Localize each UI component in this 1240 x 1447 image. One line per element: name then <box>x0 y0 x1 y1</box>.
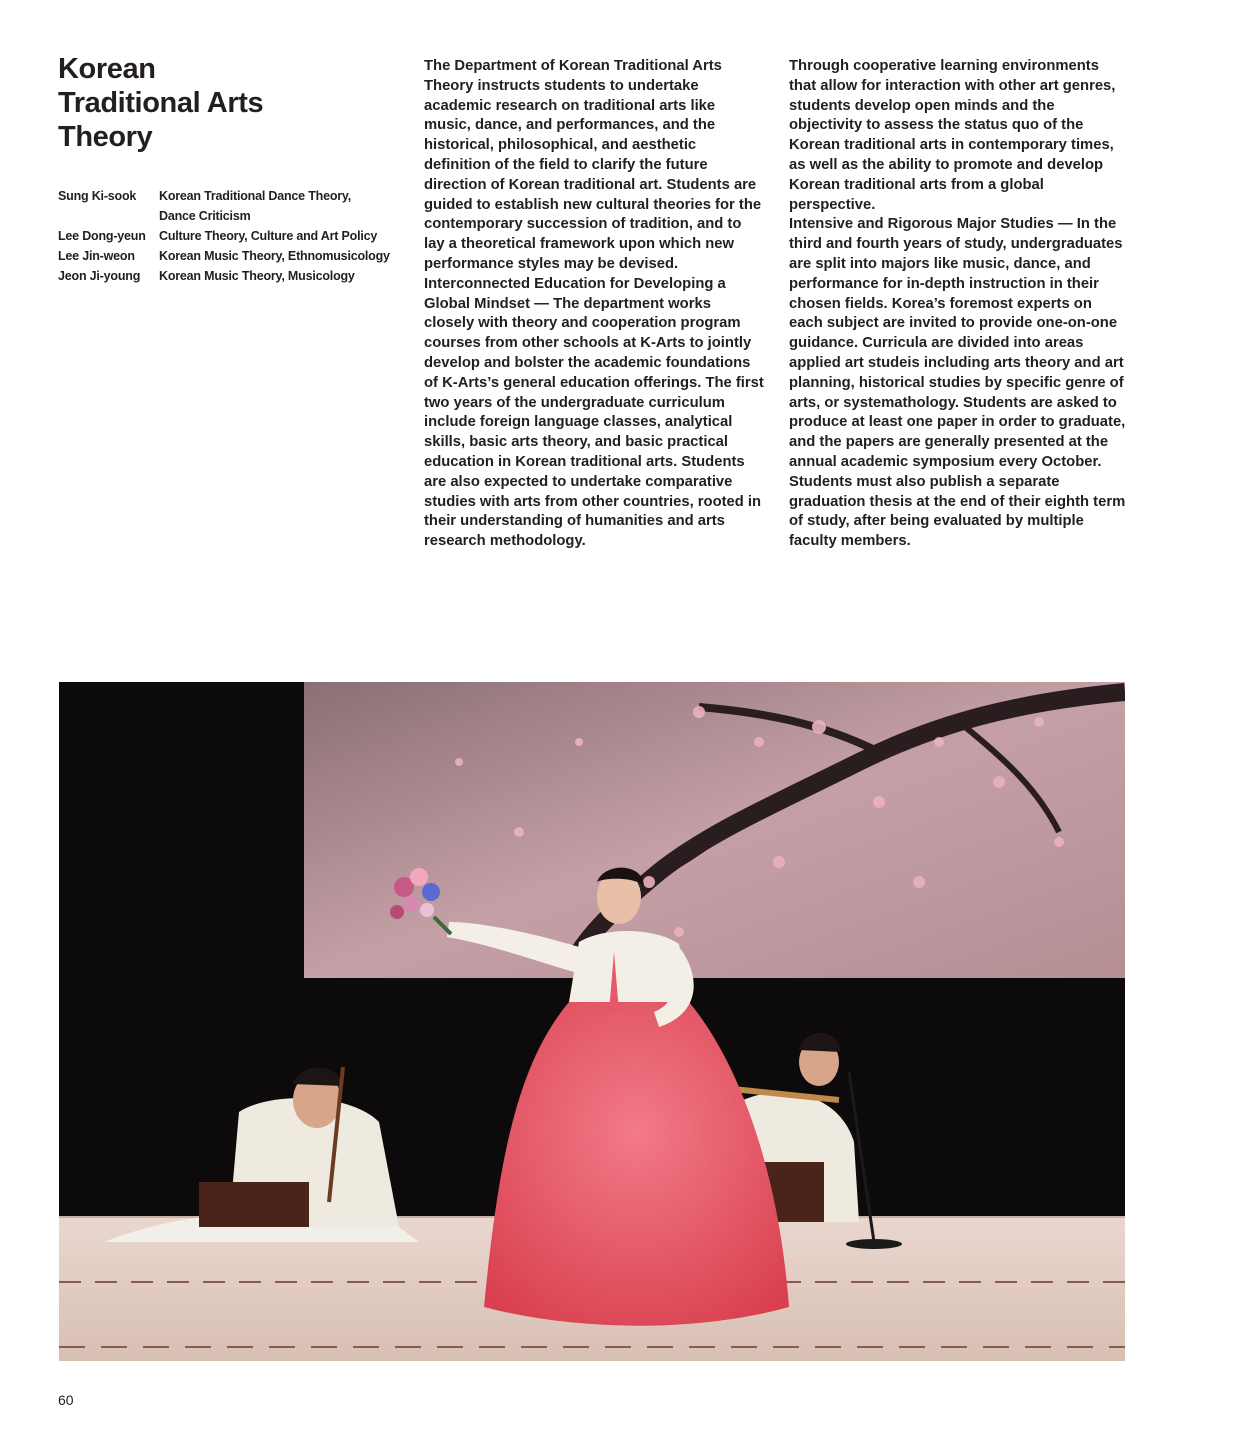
faculty-field <box>159 186 398 226</box>
faculty-field-line: Culture Theory, Culture and Art Policy <box>159 229 378 243</box>
page-number: 60 <box>58 1392 74 1408</box>
performance-illustration <box>59 682 1125 1361</box>
faculty-name: Lee Jin-weon <box>58 249 135 263</box>
performance-photo <box>59 682 1125 1361</box>
faculty-list <box>58 186 398 286</box>
faculty-name: Sung Ki-sook <box>58 189 137 203</box>
faculty-field-line: Korean Music Theory, Ethnomusicology <box>159 249 390 263</box>
faculty-field-line: Dance Criticism <box>159 209 251 223</box>
body-paragraph: Through cooperative learning environments that allow for interaction with other art genres, students develop open minds and the objectivity to assess the status quo of the Korean traditional arts in contemporary times, as well as the ability to promote and develop Korean traditional arts from a global perspective. <box>789 58 1116 213</box>
faculty-field <box>159 226 398 246</box>
body-column-1 <box>424 57 764 552</box>
body-paragraph: Interconnected Education for Developing a Global Mindset — The department works closely with theory and cooperation program courses from other schools at K-Arts to jointly develop and bolster the academic foundations of K-Arts’s general education offerings. The first two years of the undergraduate curriculum include foreign language classes, analytical skills, basic arts theory, and basic practical education in Korean traditional arts. Students are also expected to undertake comparative studies with arts from other countries, rooted in their understanding of humanities and arts research methodology. <box>424 275 764 550</box>
body-paragraph: Intensive and Rigorous Major Studies — In the third and fourth years of study, undergraduates are split into majors like music, dance, and performance for in-depth instruction in their chosen fields. Korea’s foremost experts on each subject are invited to provide one-on-one guidance. Curricula are divided into areas applied art studeis including arts theory and art planning, historical studies by specific genre of arts, or systemathology. Students are asked to produce at least one paper in order to graduate, and the papers are generally presented at the annual academic symposium every October. Students must also publish a separate graduation thesis at the end of their eighth term of study, after being evaluated by multiple faculty members. <box>789 216 1126 550</box>
title-line-3: Theory <box>58 121 153 153</box>
faculty-row <box>58 186 398 226</box>
title-line-1: Korean <box>58 53 156 85</box>
page-title <box>58 52 388 154</box>
faculty-field-line: Korean Traditional Dance Theory, <box>159 189 352 203</box>
faculty-name: Jeon Ji-young <box>58 269 141 283</box>
body-paragraph: The Department of Korean Traditional Arts Theory instructs students to undertake academic research on traditional arts like music, dance, and performances, and the historical, philosophical, and aesthetic definition of the field to clarify the future direction of Korean traditional art. Students are guided to establish new cultural theories for the contemporary succession of tradition, and to lay a theoretical framework upon which new performance styles may be devised. <box>424 58 762 272</box>
faculty-field <box>159 246 398 266</box>
faculty-field-line: Korean Music Theory, Musicology <box>159 269 355 283</box>
faculty-field <box>159 266 398 286</box>
faculty-row <box>58 226 398 246</box>
faculty-row <box>58 246 398 266</box>
faculty-name: Lee Dong-yeun <box>58 229 146 243</box>
faculty-row <box>58 266 398 286</box>
body-column-2 <box>789 57 1129 552</box>
title-line-2: Traditional Arts <box>58 87 264 119</box>
